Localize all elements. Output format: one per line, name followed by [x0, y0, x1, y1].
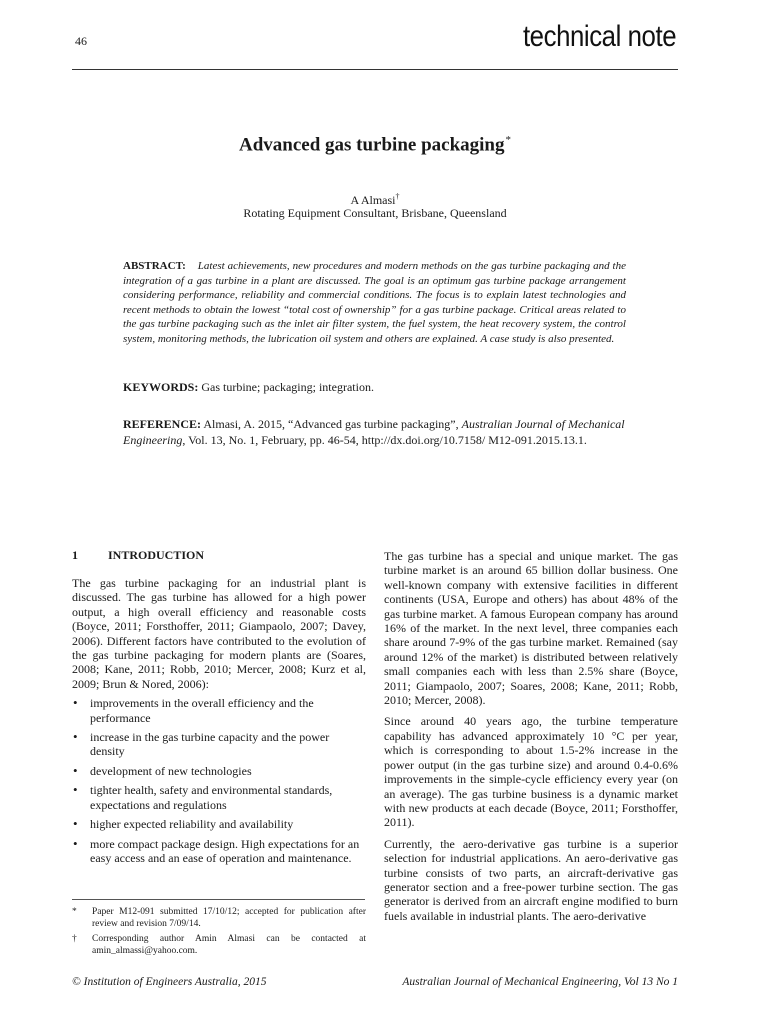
list-item: • increase in the gas turbine capacity and the power density [72, 730, 366, 759]
introduction-heading [72, 548, 366, 565]
reference-text-before: Almasi, A. 2015, “Advanced gas turbine packaging”, [203, 417, 459, 431]
footnote-mark: * [72, 907, 77, 917]
reference-text-after: , Vol. 13, No. 1, February, pp. 46-54, http://dx.doi.org/10.7158/ M12-091.2015.13.1. [182, 433, 587, 448]
factor-list [72, 696, 366, 865]
keywords-text: Gas turbine; packaging; integration. [201, 380, 374, 394]
list-item: • improvements in the overall efficiency and the performance [72, 696, 366, 725]
abstract [123, 259, 626, 347]
title-text: Advanced gas turbine packaging [238, 134, 505, 156]
left-column [72, 548, 366, 865]
list-item: • tighter health, safety and environmental standards, expectations and regulations [72, 783, 366, 812]
list-item: • development of new technologies [72, 764, 366, 778]
reference [123, 416, 626, 448]
footnote-submission [72, 906, 366, 930]
abstract-label: ABSTRACT: [123, 260, 186, 272]
right-column [384, 549, 678, 930]
journal-citation: Australian Journal of Mechanical Engineering, Vol 13 No 1 [402, 976, 678, 988]
abstract-text: Latest achievements, new procedures and modern methods on the gas turbine packaging and the integration of a gas turbine in a plant are discussed. The goal is an optimum gas turbine package arrangement considering performance, reliability and commercial conditions. The focus is to explain latest technologies and recent methods to obtain the lowest “total cost of ownership” for a gas turbine package. Critical areas related to the gas turbine packaging such as the inlet air filter system, the fuel system, the heat recovery system, the control system, monitoring methods, the lubrication oil system and others are explained. A case study is also presented. [123, 260, 626, 345]
author-name: A Almasi [350, 193, 396, 207]
page-number: 46 [75, 34, 87, 48]
list-item: • higher expected reliability and availability [72, 817, 366, 831]
affiliation: Rotating Equipment Consultant, Brisbane, Queensland [243, 206, 507, 220]
keywords-label: KEYWORDS: [123, 380, 199, 394]
section-label: technical note [522, 20, 676, 53]
copyright: © Institution of Engineers Australia, 2015 [72, 976, 267, 988]
reference-journal: Australian Journal of Mechanical Engineering [123, 417, 625, 448]
footnote-text: Paper M12-091 submitted 17/10/12; accepted for publication after review and revision 7/09/14. [92, 907, 366, 929]
temperature-paragraph: Since around 40 years ago, the turbine temperature capability has advanced approximately 10 °C per year, which is corresponding to about 1.5-2% increase in the power output (in the gas turbine size) and around 0.4-0.6% improvements in the simple-cycle efficiency every year (on an average). The gas turbine business is a dynamic market with new products at each decade (Boyce, 2011; Forsthoffer, 2011). [384, 714, 678, 830]
market-paragraph: The gas turbine has a special and unique market. The gas turbine market is an around 65 billion dollar business. One well-known company with extensive facilities in different continents (USA, Europe and others) has about 48% of the gas turbine market. A famous European company has around 16% of the market. In the next level, three companies each share around 7-9% of the gas turbine market. Remained (say around 12% of the market) is distributed between relatively small companies each with less than 2.5% share (Boyce, 2011; Giampaolo, 2007; Soares, 2008; Kane, 2011; Robb, 2010; Mercer, 2008). [384, 549, 678, 708]
section-title: INTRODUCTION [108, 548, 205, 562]
footnote-text: Corresponding author Amin Almasi can be contacted at amin_almassi@yahoo.com. [92, 934, 366, 956]
list-item: • more compact package design. High expectations for an easy access and an ease of operation and maintenance. [72, 837, 366, 866]
footnotes [72, 906, 366, 960]
section-number: 1 [72, 548, 78, 562]
header-rule [72, 69, 678, 70]
title-footnote-mark: * [505, 134, 512, 146]
keywords [123, 380, 626, 395]
article-title [72, 134, 678, 156]
aero-derivative-paragraph: Currently, the aero-derivative gas turbine is a superior selection for industrial applications. An aero-derivative gas turbine consists of two parts, an aircraft-derivative gas generator section and a free-power turbine section. The gas generator is derived from an aircraft engine modified to burn fuels available in industrial plants. The aero-derivative [384, 836, 678, 923]
author-footnote-mark: † [395, 192, 400, 201]
footnote-corresponding-author [72, 933, 366, 957]
reference-label: REFERENCE: [123, 417, 202, 431]
footnote-rule [72, 899, 365, 900]
footnote-mark: † [72, 934, 77, 944]
introduction-paragraph: The gas turbine packaging for an industrial plant is discussed. The gas turbine has allowed for a high power output, a high overall efficiency and reasonable costs (Boyce, 2011; Forsthoffer, 2011; Giampaolo, 2007; Davey, 2006). Different factors have contributed to the evolution of the gas turbine packaging for modern plants are (Soares, 2008; Kane, 2011; Robb, 2010; Mercer, 2008; Kurz et al, 2009; Brun & Nored, 2006): [72, 576, 366, 691]
